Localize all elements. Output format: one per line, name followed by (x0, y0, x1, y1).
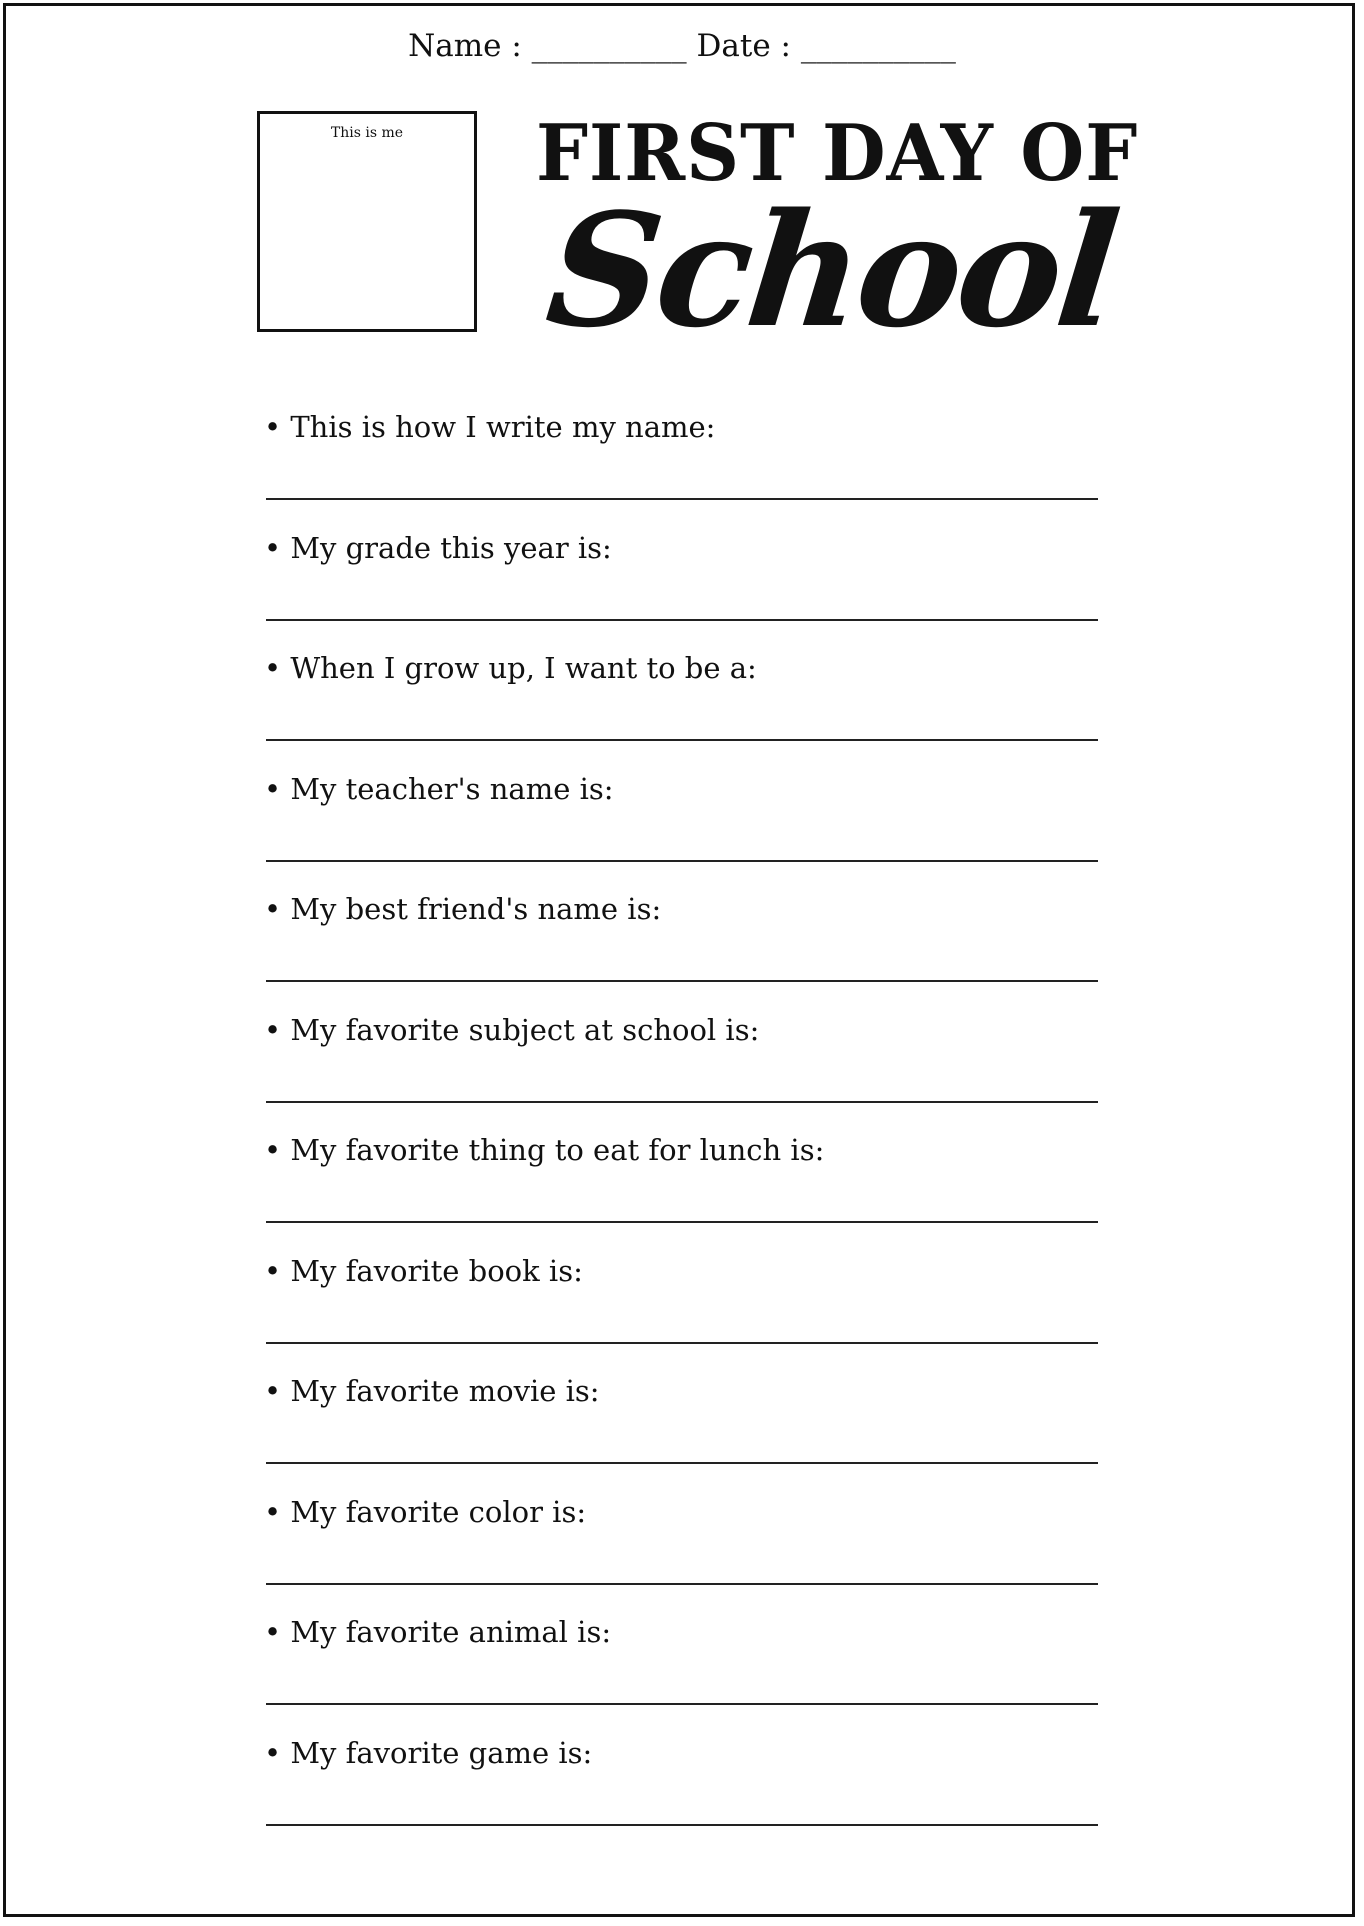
answer-line (266, 739, 1098, 741)
question-item (264, 1483, 1104, 1604)
question-text: • My best friend's name is: (264, 892, 662, 926)
answer-line (266, 619, 1098, 621)
question-item (264, 1724, 1104, 1845)
question-text: • My favorite color is: (264, 1494, 587, 1529)
question-text: • My teacher's name is: (264, 771, 614, 806)
question-item (264, 1603, 1104, 1724)
answer-line (266, 498, 1098, 500)
question-text: • My favorite thing to eat for lunch is: (264, 1133, 825, 1167)
photo-box-label: This is me (330, 125, 404, 141)
question-item (264, 398, 1104, 519)
question-item (264, 1242, 1104, 1363)
question-text: • My favorite subject at school is: (264, 1012, 760, 1047)
question-item (264, 1362, 1104, 1483)
answer-line (266, 1703, 1098, 1705)
question-text: • My grade this year is: (264, 530, 612, 565)
answer-line (266, 860, 1098, 862)
question-item (264, 1001, 1104, 1122)
answer-line (266, 1462, 1098, 1464)
answer-line (266, 1101, 1098, 1103)
question-text: • When I grow up, I want to be a: (264, 651, 757, 685)
name-date-line: Name : __________ Date : __________ (408, 28, 956, 64)
photo-box (257, 111, 477, 332)
question-item (264, 1121, 1104, 1242)
question-text: • My favorite book is: (264, 1253, 583, 1288)
question-text: • My favorite movie is: (264, 1374, 600, 1408)
answer-line (266, 1221, 1098, 1223)
question-item (264, 880, 1104, 1001)
answer-line (266, 1583, 1098, 1585)
question-item (264, 760, 1104, 881)
question-list (264, 398, 1104, 1844)
question-item (264, 639, 1104, 760)
answer-line (266, 1824, 1098, 1826)
title-school: School (539, 179, 1124, 362)
question-text: • My favorite animal is: (264, 1615, 612, 1649)
question-item (264, 519, 1104, 640)
answer-line (266, 1342, 1098, 1344)
answer-line (266, 980, 1098, 982)
question-text: • This is how I write my name: (264, 410, 716, 444)
title-first-day-of: FIRST DAY OF (536, 108, 1139, 199)
question-text: • My favorite game is: (264, 1735, 593, 1770)
